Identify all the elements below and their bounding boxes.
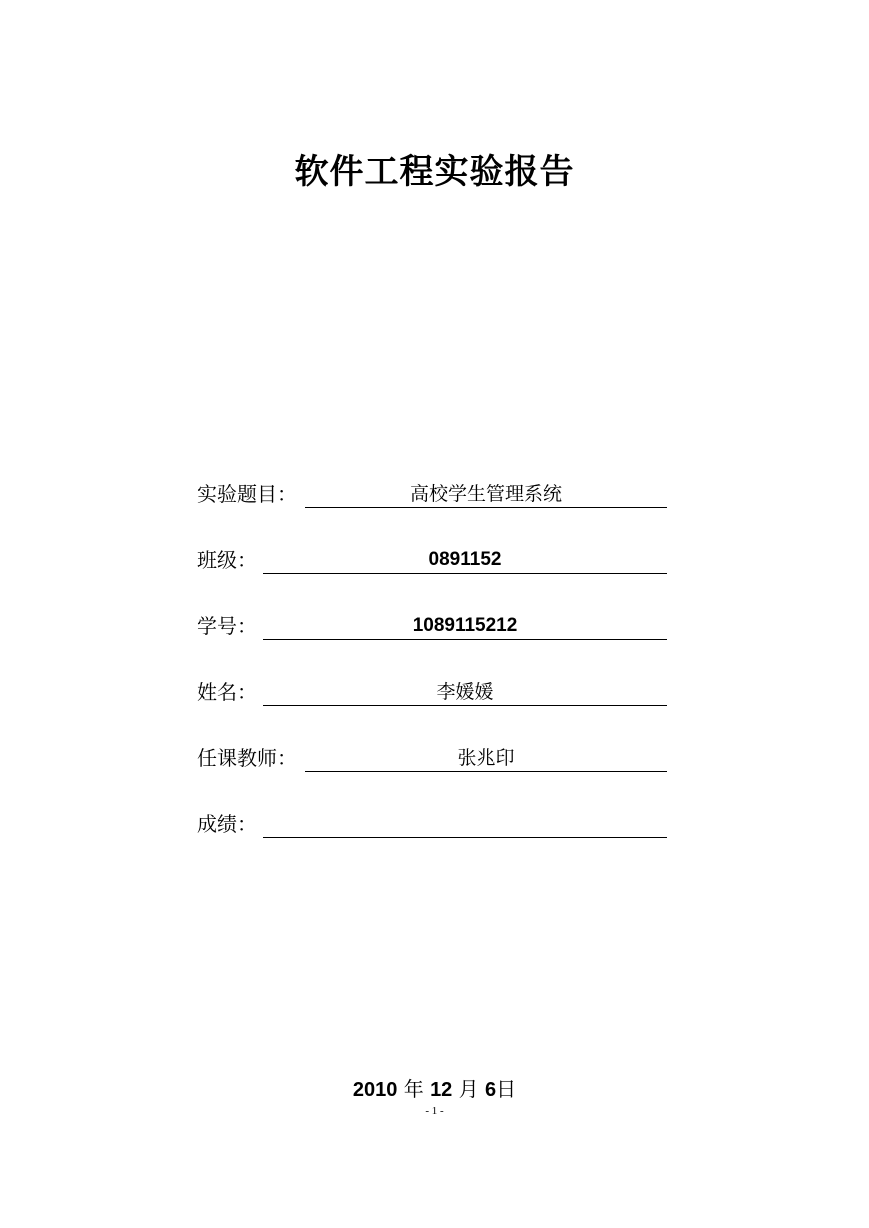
field-class <box>197 540 669 574</box>
field-name-value: 李媛媛 <box>263 679 667 706</box>
date-month: 12 <box>430 1079 453 1101</box>
field-student-id-value: 1089115212 <box>263 613 667 640</box>
field-name <box>197 672 669 706</box>
date-month-unit: 月 <box>458 1077 479 1101</box>
field-teacher-label: 任课教师： <box>197 746 297 770</box>
field-topic <box>197 474 669 508</box>
report-title: 软件工程实验报告 <box>294 152 575 192</box>
field-teacher-value: 张兆印 <box>305 745 667 772</box>
report-date <box>0 1075 869 1104</box>
field-topic-label: 实验题目： <box>197 482 297 506</box>
field-name-label: 姓名： <box>197 680 257 704</box>
field-topic-value: 高校学生管理系统 <box>305 481 667 508</box>
field-grade-label: 成绩： <box>197 812 257 836</box>
page-number: - 1 - <box>425 1105 444 1117</box>
date-day: 6 <box>485 1079 497 1101</box>
field-grade <box>197 804 669 838</box>
date-day-unit: 日 <box>496 1077 517 1101</box>
field-teacher <box>197 738 669 772</box>
date-year: 2010 <box>352 1079 398 1101</box>
field-grade-value <box>263 811 667 838</box>
date-year-unit: 年 <box>403 1077 424 1101</box>
field-student-id <box>197 606 669 640</box>
field-class-value: 0891152 <box>263 547 667 574</box>
field-class-label: 班级： <box>197 548 257 572</box>
field-student-id-label: 学号： <box>197 614 257 638</box>
